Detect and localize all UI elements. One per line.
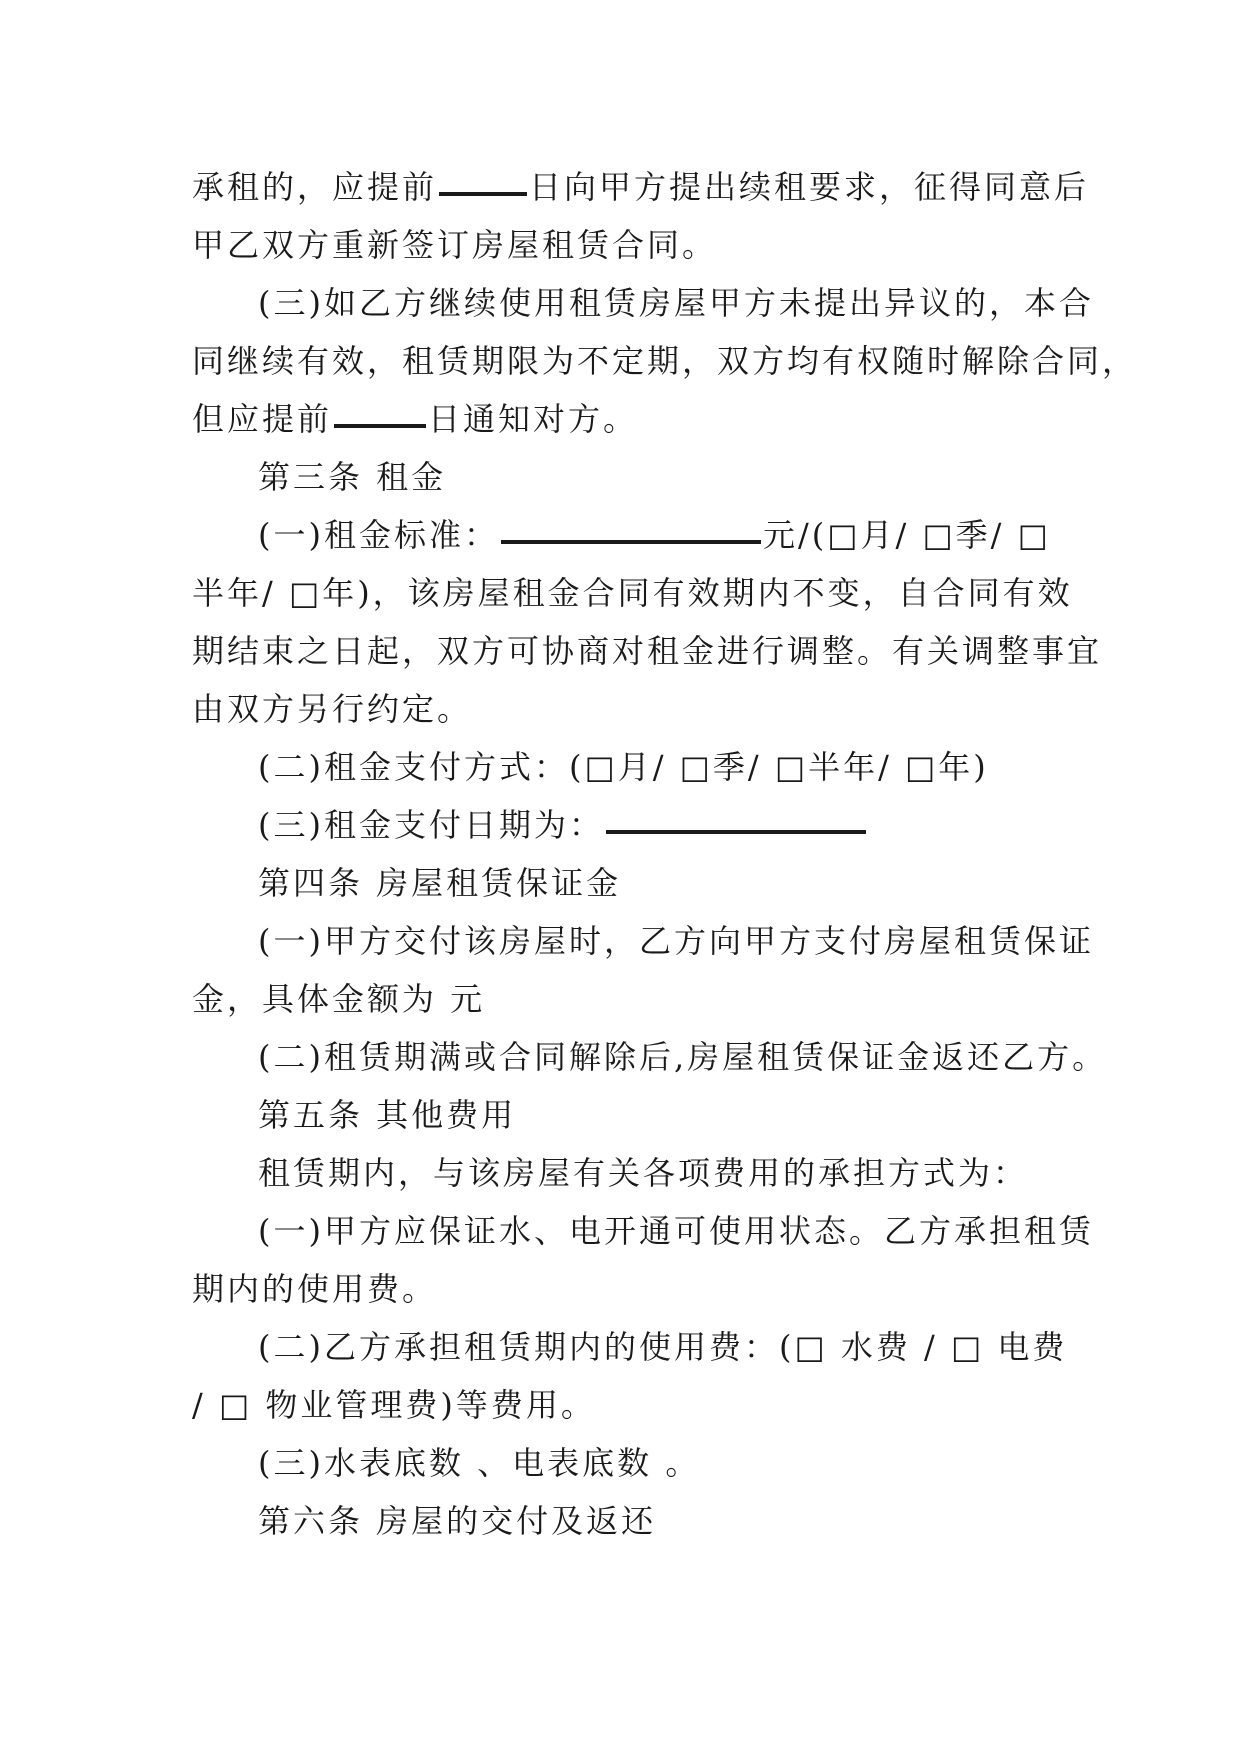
fill-in-blank [501, 510, 761, 544]
fill-in-blank [439, 162, 527, 196]
text-line [192, 680, 1050, 738]
paragraph-start-line [192, 1202, 1094, 1260]
paragraph-start-line [192, 1318, 1068, 1376]
text-segment: / □ 物业管理费)等费用。 [192, 1386, 596, 1424]
text-line [192, 1376, 1050, 1434]
text-segment: (二)乙方承担租赁期内的使用费：(□ 水费 / □ 电费 [258, 1328, 1068, 1366]
paragraph-start-line [192, 796, 1050, 854]
text-segment: 第六条 房屋的交付及返还 [258, 1502, 657, 1540]
text-line [192, 332, 1138, 390]
text-segment: (三)租金支付日期为： [258, 806, 604, 844]
text-segment: 期结束之日起，双方可协商对租金进行调整。有关调整事宜 [192, 632, 1103, 670]
text-line [192, 970, 1050, 1028]
document-body [192, 158, 1138, 1550]
text-segment: 期内的使用费。 [192, 1270, 438, 1308]
text-segment: (二)租金支付方式：(□月/ □季/ □半年/ □年) [258, 748, 989, 786]
paragraph-start-line [192, 738, 1050, 796]
text-segment: (一)甲方交付该房屋时，乙方向甲方支付房屋租赁保证 [258, 922, 1094, 960]
text-segment: 由双方另行约定。 [192, 690, 473, 728]
paragraph-start-line [192, 506, 1050, 564]
text-line [192, 390, 1050, 448]
text-segment: (三)水表底数 、电表底数 。 [258, 1444, 701, 1482]
text-segment: 甲乙双方重新签订房屋租赁合同。 [192, 226, 718, 264]
text-segment: 但应提前 [192, 400, 333, 438]
section-heading [192, 448, 1050, 506]
text-line [192, 1260, 1050, 1318]
text-segment: 元/(□月/ □季/ □ [762, 516, 1051, 554]
text-segment: 日向甲方提出续租要求，征得同意后 [529, 168, 1090, 206]
text-line [192, 622, 1103, 680]
text-segment: 金，具体金额为 元 [192, 980, 486, 1018]
text-segment: 日通知对方。 [428, 400, 639, 438]
text-segment: 第五条 其他费用 [258, 1096, 517, 1134]
text-line [192, 564, 1073, 622]
section-heading [192, 1492, 1050, 1550]
text-line [192, 158, 1090, 216]
text-segment: 半年/ □年)，该房屋租金合同有效期内不变，自合同有效 [192, 574, 1073, 612]
section-heading [192, 854, 1050, 912]
text-segment: 同继续有效，租赁期限为不定期，双方均有权随时解除合同， [192, 342, 1138, 380]
text-segment: (一)甲方应保证水、电开通可使用状态。乙方承担租赁 [258, 1212, 1094, 1250]
paragraph-start-line [192, 1028, 1108, 1086]
paragraph-start-line [192, 1144, 1050, 1202]
text-segment: 承租的，应提前 [192, 168, 438, 206]
paragraph-start-line [192, 912, 1094, 970]
fill-in-blank [606, 800, 866, 834]
text-segment: 租赁期内，与该房屋有关各项费用的承担方式为： [258, 1154, 1029, 1192]
fill-in-blank [334, 394, 426, 428]
paragraph-start-line [192, 1434, 1050, 1492]
text-segment: (三)如乙方继续使用租赁房屋甲方未提出异议的，本合 [258, 284, 1094, 322]
text-segment: 第三条 租金 [258, 458, 447, 496]
section-heading [192, 1086, 1050, 1144]
text-segment: (二)租赁期满或合同解除后,房屋租赁保证金返还乙方。 [258, 1038, 1108, 1076]
text-line [192, 216, 1050, 274]
text-segment: (一)租金标准： [258, 516, 499, 554]
text-segment: 第四条 房屋租赁保证金 [258, 864, 622, 902]
paragraph-start-line [192, 274, 1094, 332]
